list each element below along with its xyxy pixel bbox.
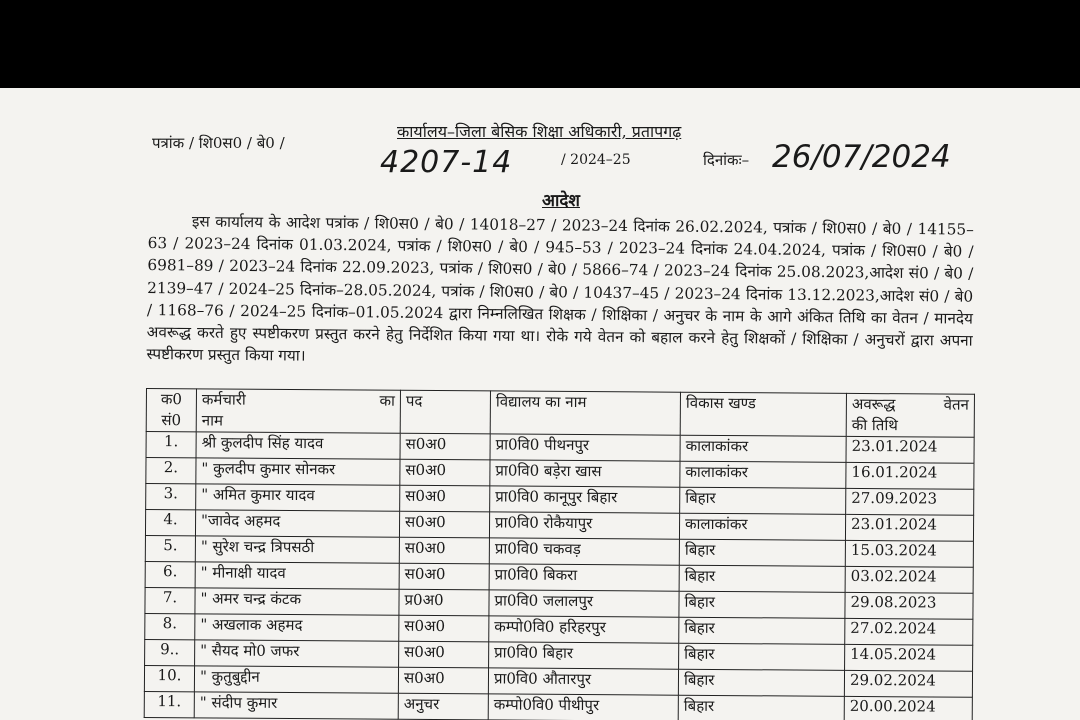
cell-block: कालाकांकर bbox=[679, 513, 845, 540]
header-serial bbox=[146, 389, 196, 432]
session-year: / 2024–25 bbox=[561, 152, 631, 168]
header-date-word1: अवरूद्ध bbox=[851, 394, 896, 414]
cell-block: बिहार bbox=[680, 487, 846, 514]
cell-school: प्रा0वि0 कानूपुर बिहार bbox=[490, 486, 680, 513]
office-heading: कार्यालय–जिला बेसिक शिक्षा अधिकारी, प्रतापगढ़ bbox=[397, 122, 682, 141]
cell-name: " सुरेश चन्द्र त्रिपसठी bbox=[195, 536, 399, 563]
cell-school: प्रा0वि0 बिकरा bbox=[489, 564, 679, 591]
cell-block: कालाकांकर bbox=[680, 461, 846, 488]
table-row bbox=[144, 691, 972, 720]
order-body bbox=[146, 210, 974, 374]
cell-post: स0अ0 bbox=[398, 667, 488, 694]
header-name-line1 bbox=[202, 389, 395, 411]
cell-block: बिहार bbox=[678, 695, 844, 720]
cell-name: " कुलदीप कुमार सोनकर bbox=[196, 458, 400, 485]
cell-serial: 6. bbox=[145, 561, 195, 587]
header-name-word2: का bbox=[379, 391, 395, 410]
staff-table bbox=[144, 388, 975, 720]
handwritten-date: 26/07/2024 bbox=[772, 139, 951, 175]
cell-serial: 8. bbox=[145, 613, 195, 639]
header-name-line2: नाम bbox=[201, 411, 224, 430]
cell-block: बिहार bbox=[679, 617, 845, 644]
header-name-word1: कर्मचारी bbox=[201, 390, 246, 409]
cell-school: कम्पो0वि0 पीथीपुर bbox=[488, 694, 678, 720]
header-block-label: विकास खण्ड bbox=[685, 393, 756, 413]
header-serial-line2: सं0 bbox=[161, 411, 182, 430]
cell-school: प्रा0वि0 पीथनपुर bbox=[490, 434, 680, 461]
cell-block: बिहार bbox=[679, 643, 845, 670]
cell-school: प्रा0वि0 जलालपुर bbox=[489, 590, 679, 617]
order-body-text: इस कार्यालय के आदेश पत्रांक / शि0स0 / बे0 / 14018–27 / 2023–24 दिनांक 26.02.2024, पत्रांक / शि0स0 / बे0 / 14155–63 / 2023–24 दिनांक 01.03.2024, पत्रांक / शि0स0 / बे0 / 945–53 / 2023–24 दिनांक 24.04.2024, पत्रांक / शि0स0 / बे0 / 6981–89 / 2023–24 दिनांक 22.09.2023, पत्रांक / शि0स0 / बे0 / 5866–74 / 2023–24 दिनांक 25.08.2023,आदेश सं0 / बे0 / 2139–47 / 2024–25 दिनांक–28.05.2024, पत्रांक / शि0स0 / बे0 / 10437–45 / 2023–24 दिनांक 13.12.2023,आदेश सं0 / बे0 / 1168–76 / 2024–25 दिनांक–01.05.2024 द्वारा निम्नलिखित शिक्षक / शिक्षिका / अनुचर के नाम के आगे अंकित तिथि का वेतन / मानदेय अवरूद्ध करते हुए स्पष्टीकरण प्रस्तुत करने हेतु निर्देशित किया गया था। रोके गये वेतन को बहाल करने हेतु शिक्षकों / शिक्षिका / अनुचरों द्वारा अपना स्पष्टीकरण प्रस्तुत किया गया। bbox=[146, 212, 974, 365]
cell-name: श्री कुलदीप सिंह यादव bbox=[196, 432, 400, 459]
header-date-word2: वेतन bbox=[943, 395, 969, 414]
cell-post: स0अ0 bbox=[400, 485, 490, 512]
cell-serial: 1. bbox=[146, 432, 196, 458]
reference-prefix: पत्रांक / शि0स0 / बे0 / bbox=[152, 134, 285, 152]
cell-serial: 11. bbox=[144, 691, 194, 717]
cell-date: 23.01.2024 bbox=[845, 514, 973, 541]
cell-name: " सैयद मो0 जफर bbox=[195, 640, 399, 667]
cell-block: कालाकांकर bbox=[680, 435, 846, 462]
date-label: दिनांकः– bbox=[703, 151, 750, 169]
cell-name: " मीनाक्षी यादव bbox=[195, 562, 399, 589]
cell-name: "जावेद अहमद bbox=[195, 510, 399, 537]
cell-block: बिहार bbox=[679, 565, 845, 592]
cell-serial: 7. bbox=[145, 587, 195, 613]
cell-date: 15.03.2024 bbox=[845, 540, 973, 567]
cell-school: प्रा0वि0 औतारपुर bbox=[488, 668, 678, 695]
cell-block: बिहार bbox=[679, 591, 845, 618]
cell-name: " अमर चन्द्र कंटक bbox=[195, 588, 399, 615]
header-post-label: पद bbox=[405, 391, 423, 410]
header-school bbox=[490, 391, 680, 435]
cell-date: 23.01.2024 bbox=[846, 436, 974, 463]
document-page bbox=[0, 88, 1080, 720]
cell-name: " अमित कुमार यादव bbox=[196, 484, 400, 511]
cell-date: 16.01.2024 bbox=[846, 462, 974, 489]
header-serial-line1: क0 bbox=[160, 390, 183, 409]
cell-post: स0अ0 bbox=[399, 641, 489, 668]
cell-serial: 4. bbox=[145, 510, 195, 536]
cell-serial: 9.. bbox=[145, 639, 195, 665]
cell-block: बिहार bbox=[679, 539, 845, 566]
cell-serial: 2. bbox=[146, 458, 196, 484]
cell-post: स0अ0 bbox=[399, 511, 489, 538]
cell-date: 14.05.2024 bbox=[845, 644, 973, 671]
handwritten-reference-number: 4207-14 bbox=[380, 145, 513, 180]
cell-school: कम्पो0वि0 हरिहरपुर bbox=[489, 616, 679, 643]
cell-post: स0अ0 bbox=[399, 537, 489, 564]
table-header-row bbox=[146, 389, 974, 438]
cell-block: बिहार bbox=[678, 669, 844, 696]
header-school-label: विद्यालय का नाम bbox=[495, 392, 587, 412]
header-name bbox=[196, 389, 400, 433]
cell-post: अनुचर bbox=[398, 693, 488, 720]
cell-school: प्रा0वि0 बड़ेरा खास bbox=[490, 460, 680, 487]
cell-serial: 10. bbox=[144, 665, 194, 691]
cell-serial: 5. bbox=[145, 535, 195, 561]
cell-post: स0अ0 bbox=[400, 459, 490, 486]
header-block bbox=[680, 392, 846, 436]
scan-black-band bbox=[0, 0, 1080, 88]
cell-school: प्रा0वि0 रोकैयापुर bbox=[489, 512, 679, 539]
header-date-line1 bbox=[852, 394, 969, 416]
header-date-line2: की तिथि bbox=[851, 415, 898, 435]
cell-date: 29.02.2024 bbox=[844, 670, 972, 697]
cell-post: स0अ0 bbox=[399, 563, 489, 590]
order-title: आदेश bbox=[542, 191, 580, 211]
cell-date: 20.00.2024 bbox=[844, 696, 972, 720]
cell-date: 27.02.2024 bbox=[845, 618, 973, 645]
header-date bbox=[846, 393, 974, 437]
cell-post: स0अ0 bbox=[399, 615, 489, 642]
cell-school: प्रा0वि0 चकवड़ bbox=[489, 538, 679, 565]
cell-post: प्र0अ0 bbox=[399, 589, 489, 616]
cell-post: स0अ0 bbox=[400, 433, 490, 460]
cell-name: " कुतुबुद्दीन bbox=[194, 666, 398, 693]
cell-name: " संदीप कुमार bbox=[194, 692, 398, 719]
cell-date: 27.09.2023 bbox=[846, 488, 974, 515]
header-post bbox=[400, 390, 490, 434]
cell-name: " अखलाक अहमद bbox=[195, 614, 399, 641]
cell-serial: 3. bbox=[146, 484, 196, 510]
cell-date: 29.08.2023 bbox=[845, 592, 973, 619]
cell-school: प्रा0वि0 बिहार bbox=[489, 642, 679, 669]
cell-date: 03.02.2024 bbox=[845, 566, 973, 593]
